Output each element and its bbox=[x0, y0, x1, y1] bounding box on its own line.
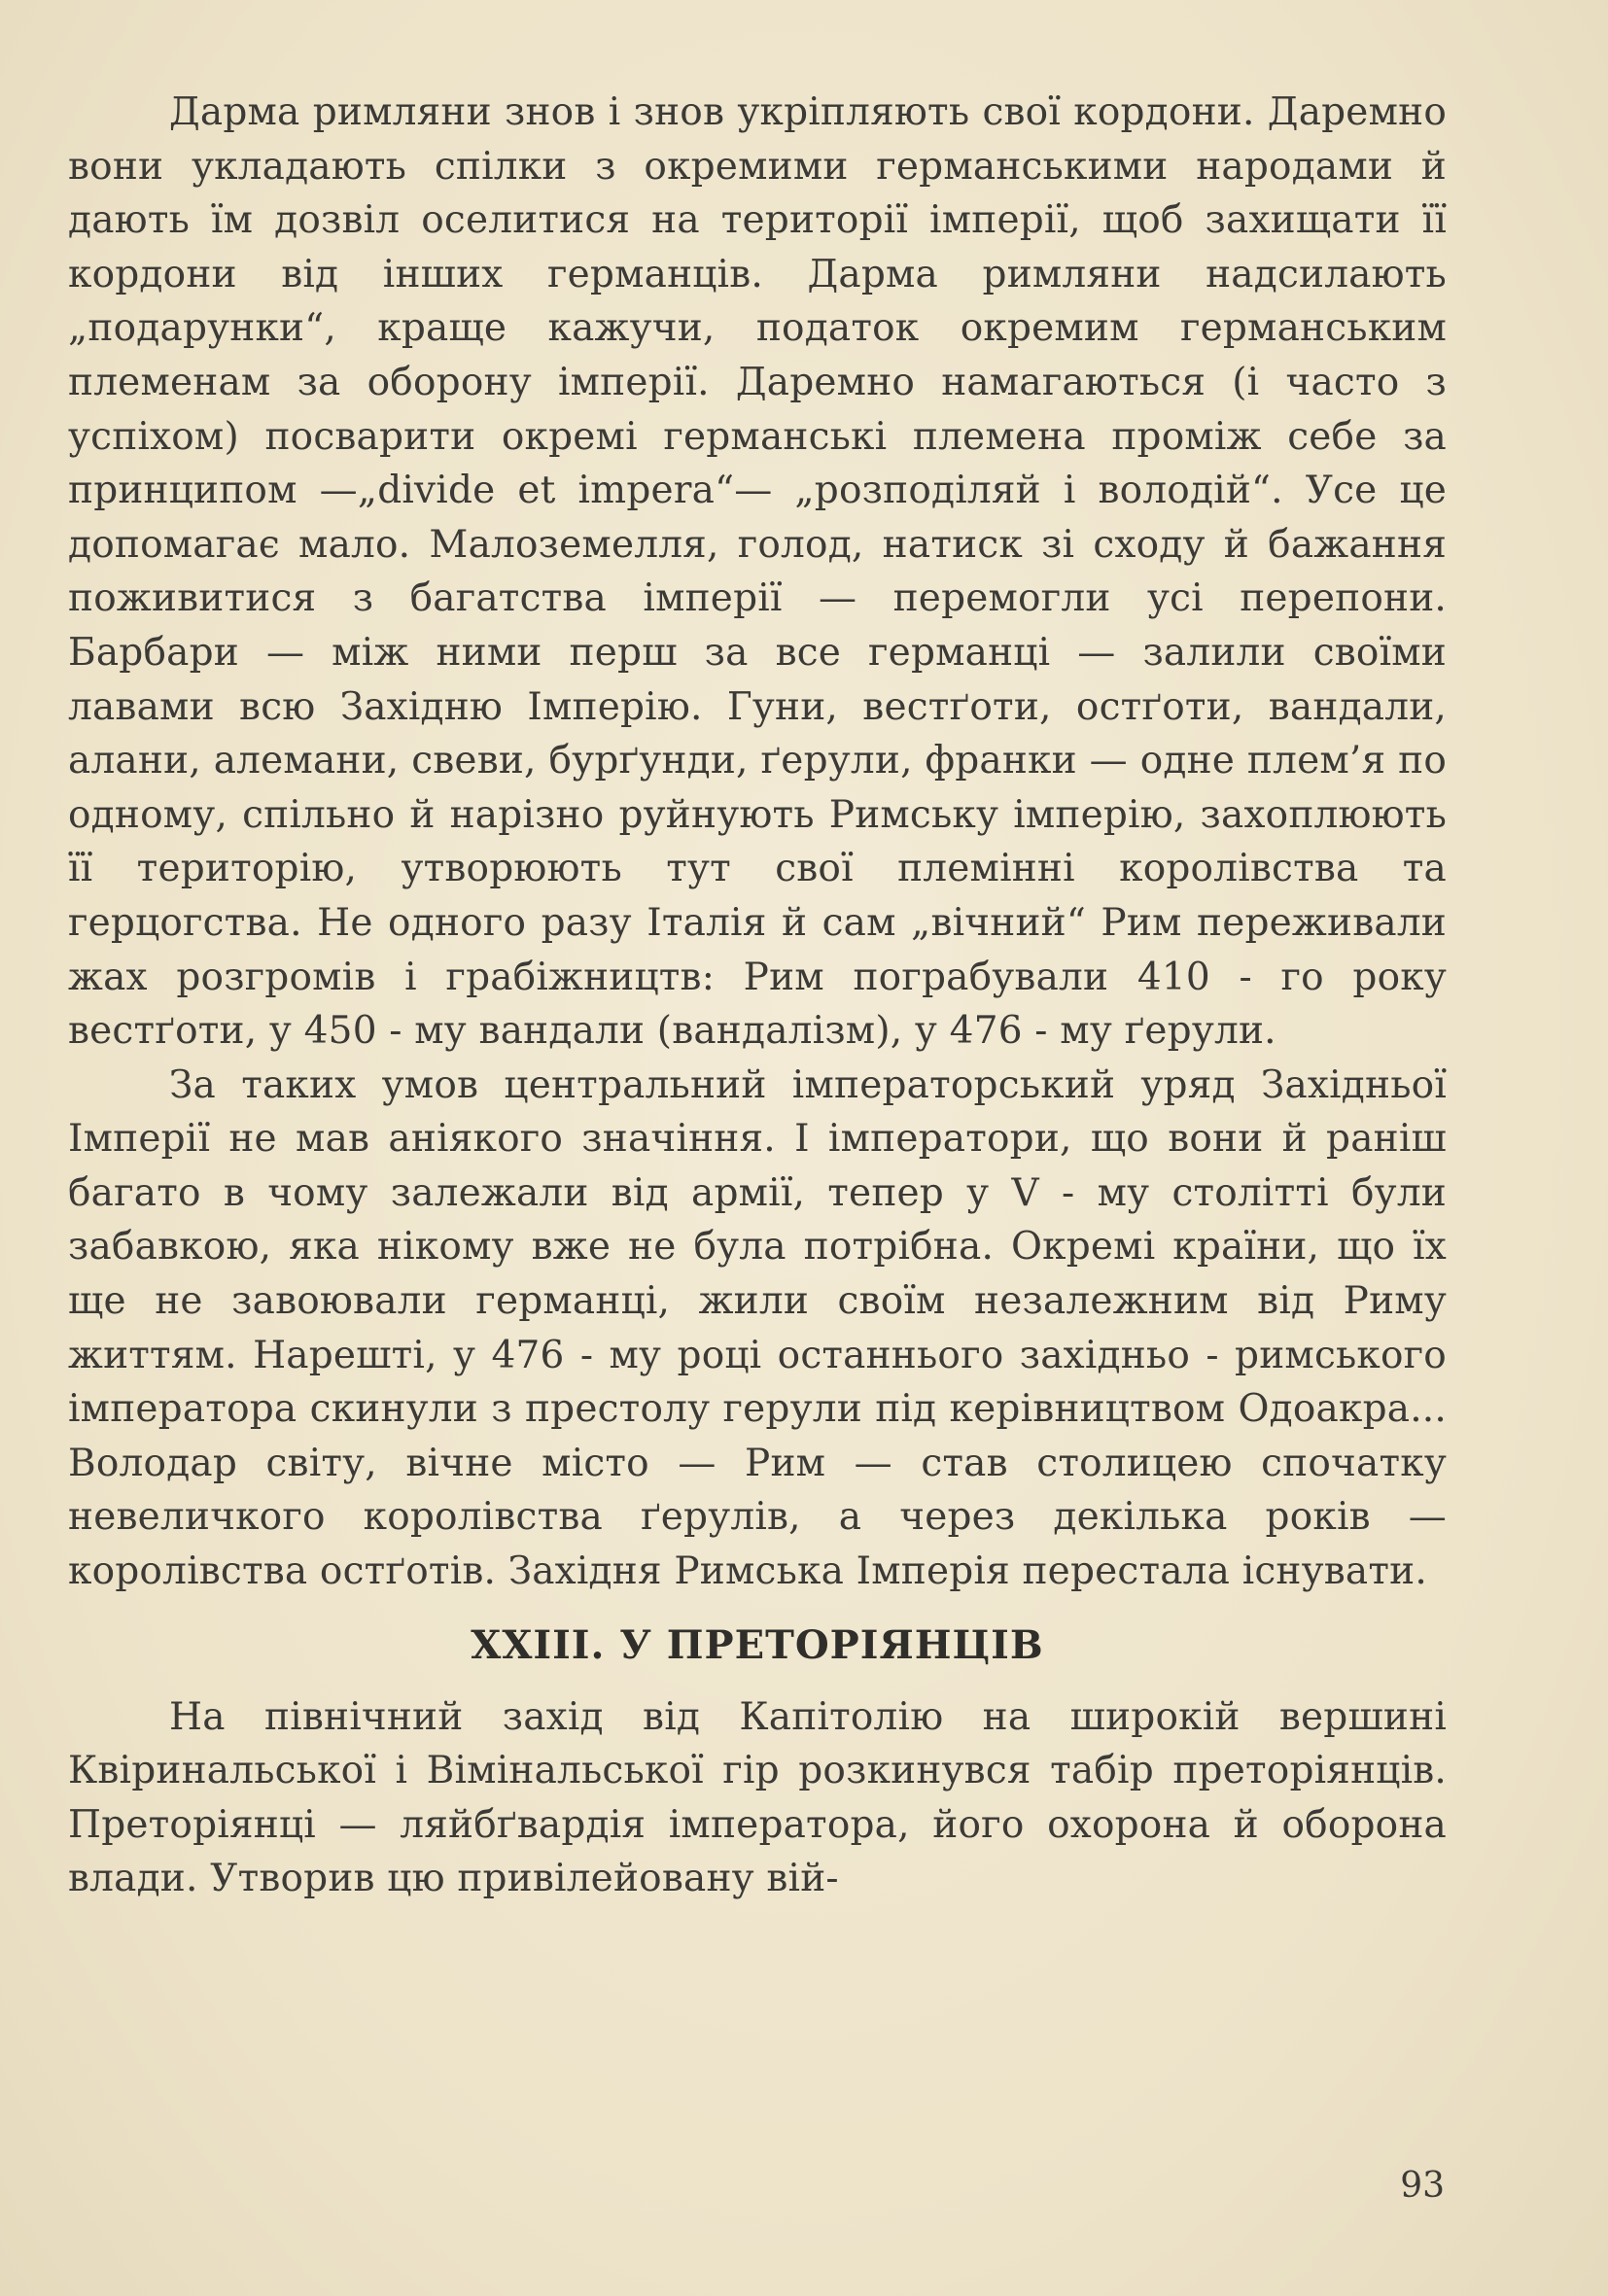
section-heading: XXIII. У ПРЕТОРІЯНЦІВ bbox=[471, 1621, 1044, 1668]
paragraph-2: За таких умов центральний імператорський уряд Західньої Імперії не мав аніякого значіння. І імператори, що вони й раніш багато в чому залежали від армії, тепер у V - му столітті були забавкою, яка нікому вже не була потрібна. Окремі країни, що їх ще не завоювали германці, жили своїм незалежним від Риму життям. Нарешті, у 476 - му році останнього західньо - римського імператора скинули з престолу герули під керівництвом Одоакра... Володар світу, вічне місто — Рим — став столицею спочатку невеличкого королівства ґерулів, а через декілька років — королівства остґотів. Західня Римська Імперія перестала існувати. bbox=[68, 1062, 1447, 1594]
paragraph-3: На північний захід від Капітолію на широкій вершині Квіринальської і Вімінальської гір розкинувся табір преторіянців. Преторіянці — ляйбґвардія імператора, його охорона й оборона влади. Утворив цю привілейовану вій- bbox=[68, 1694, 1447, 1901]
page-text bbox=[68, 86, 1447, 1906]
paragraph-1: Дарма римляни знов і знов укріпляють свої кордони. Даремно вони укладають спілки з окремими германськими народами й дають їм дозвіл оселитися на території імперії, щоб захищати її кордони від інших германців. Дарма римляни надсилають „подарунки“, краще кажучи, податок окремим германським племенам за оборону імперії. Даремно намагаються (і часто з успіхом) посварити окремі германські племена проміж себе за принципом —„divide et impera“— „розподіляй і володій“. Усе це допомагає мало. Малоземелля, голод, натиск зі сходу й бажання поживитися з багатства імперії — перемогли усі перепони. Барбари — між ними перш за все германці — залили своїми лавами всю Західню Імперію. Гуни, вестґоти, остґоти, вандали, алани, алемани, свеви, бурґунди, ґерули, франки — одне плем’я по одному, спільно й нарізно руйнують Римську імперію, захоплюють її територію, утворюють тут свої племінні королівства та герцогства. Не одного разу Італія й сам „вічний“ Рим переживали жах розгромів і грабіжництв: Рим пограбували 410 - го року вестґоти, у 450 - му вандали (вандалізм), у 476 - му ґерули. bbox=[68, 90, 1447, 1054]
page-number: 93 bbox=[1400, 2166, 1445, 2206]
